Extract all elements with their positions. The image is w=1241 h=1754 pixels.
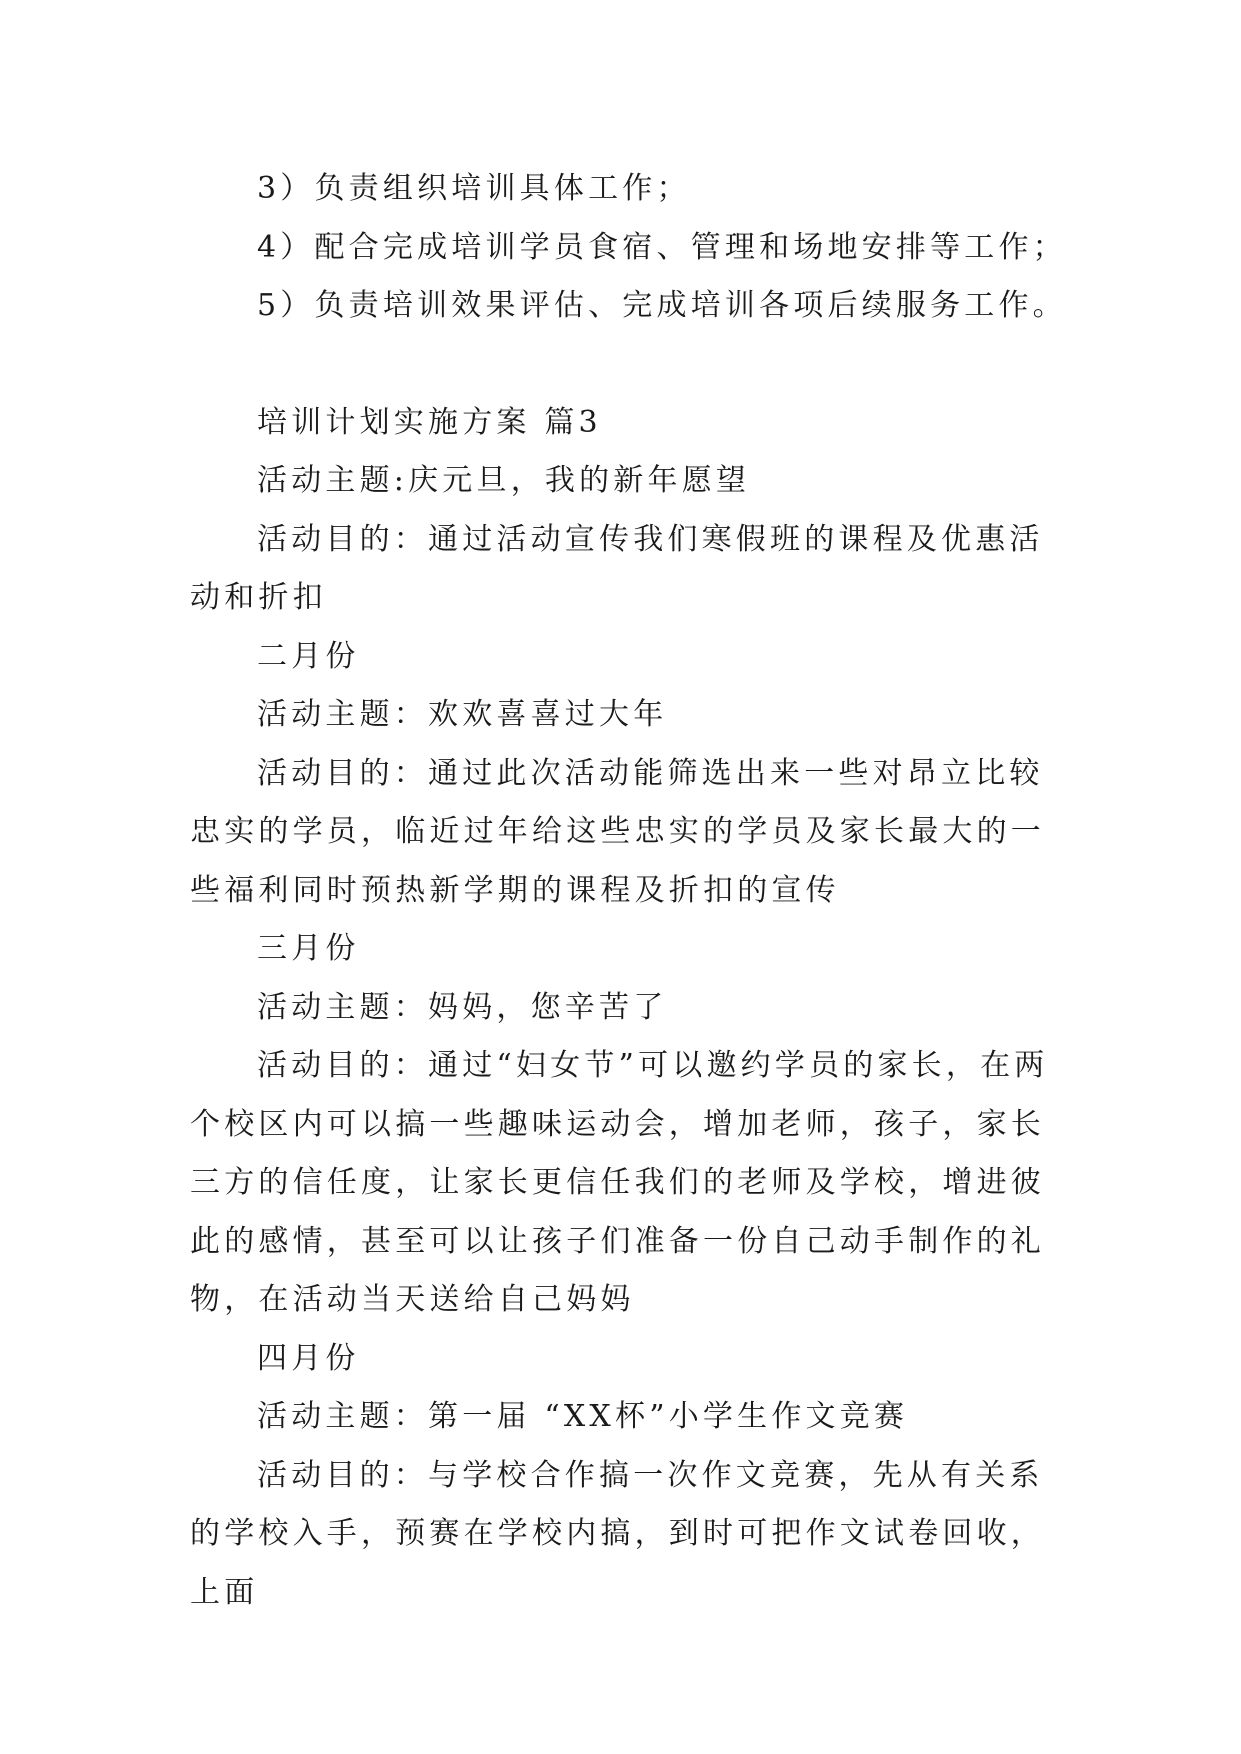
list-item: 3）负责组织培训具体工作；: [257, 171, 691, 206]
february-heading: 二月份: [257, 638, 360, 674]
january-goal: 活动目的：通过活动宣传我们寒假班的课程及优惠活动和折扣: [190, 521, 1044, 615]
april-theme: 活动主题：第一届 “XX杯”小学生作文竞赛: [257, 1399, 909, 1434]
section-title: 培训计划实施方案 篇3: [257, 404, 602, 440]
january-theme: 活动主题:庆元旦，我的新年愿望: [257, 463, 751, 498]
list-item: 5）负责培训效果评估、完成培训各项后续服务工作。: [257, 288, 1067, 323]
list-item: 4）配合完成培训学员食宿、管理和场地安排等工作；: [257, 229, 1067, 265]
march-goal: 活动目的：通过“妇女节”可以邀约学员的家长，在两个校区内可以搞一些趣味运动会，增加老师，孩子，家长三方的信任度，让家长更信任我们的老师及学校，增进彼此的感情，甚至可以让孩子们准备一份自己动手制作的礼物，在活动当天送给自己妈妈: [190, 1048, 1049, 1317]
february-theme: 活动主题：欢欢喜喜过大年: [257, 697, 668, 732]
section-spacer: [190, 336, 1052, 394]
march-heading: 三月份: [257, 931, 360, 966]
april-heading: 四月份: [257, 1340, 360, 1376]
february-goal: 活动目的：通过此次活动能筛选出来一些对昂立比较忠实的学员，临近过年给这些忠实的学员及家长最大的一些福利同时预热新学期的课程及折扣的宣传: [190, 755, 1045, 908]
march-theme: 活动主题：妈妈，您辛苦了: [257, 989, 668, 1025]
document-body: [190, 160, 1067, 1622]
april-goal: 活动目的：与学校合作搞一次作文竞赛，先从有关系的学校入手，预赛在学校内搞，到时可把作文试卷回收，上面: [190, 1457, 1045, 1610]
